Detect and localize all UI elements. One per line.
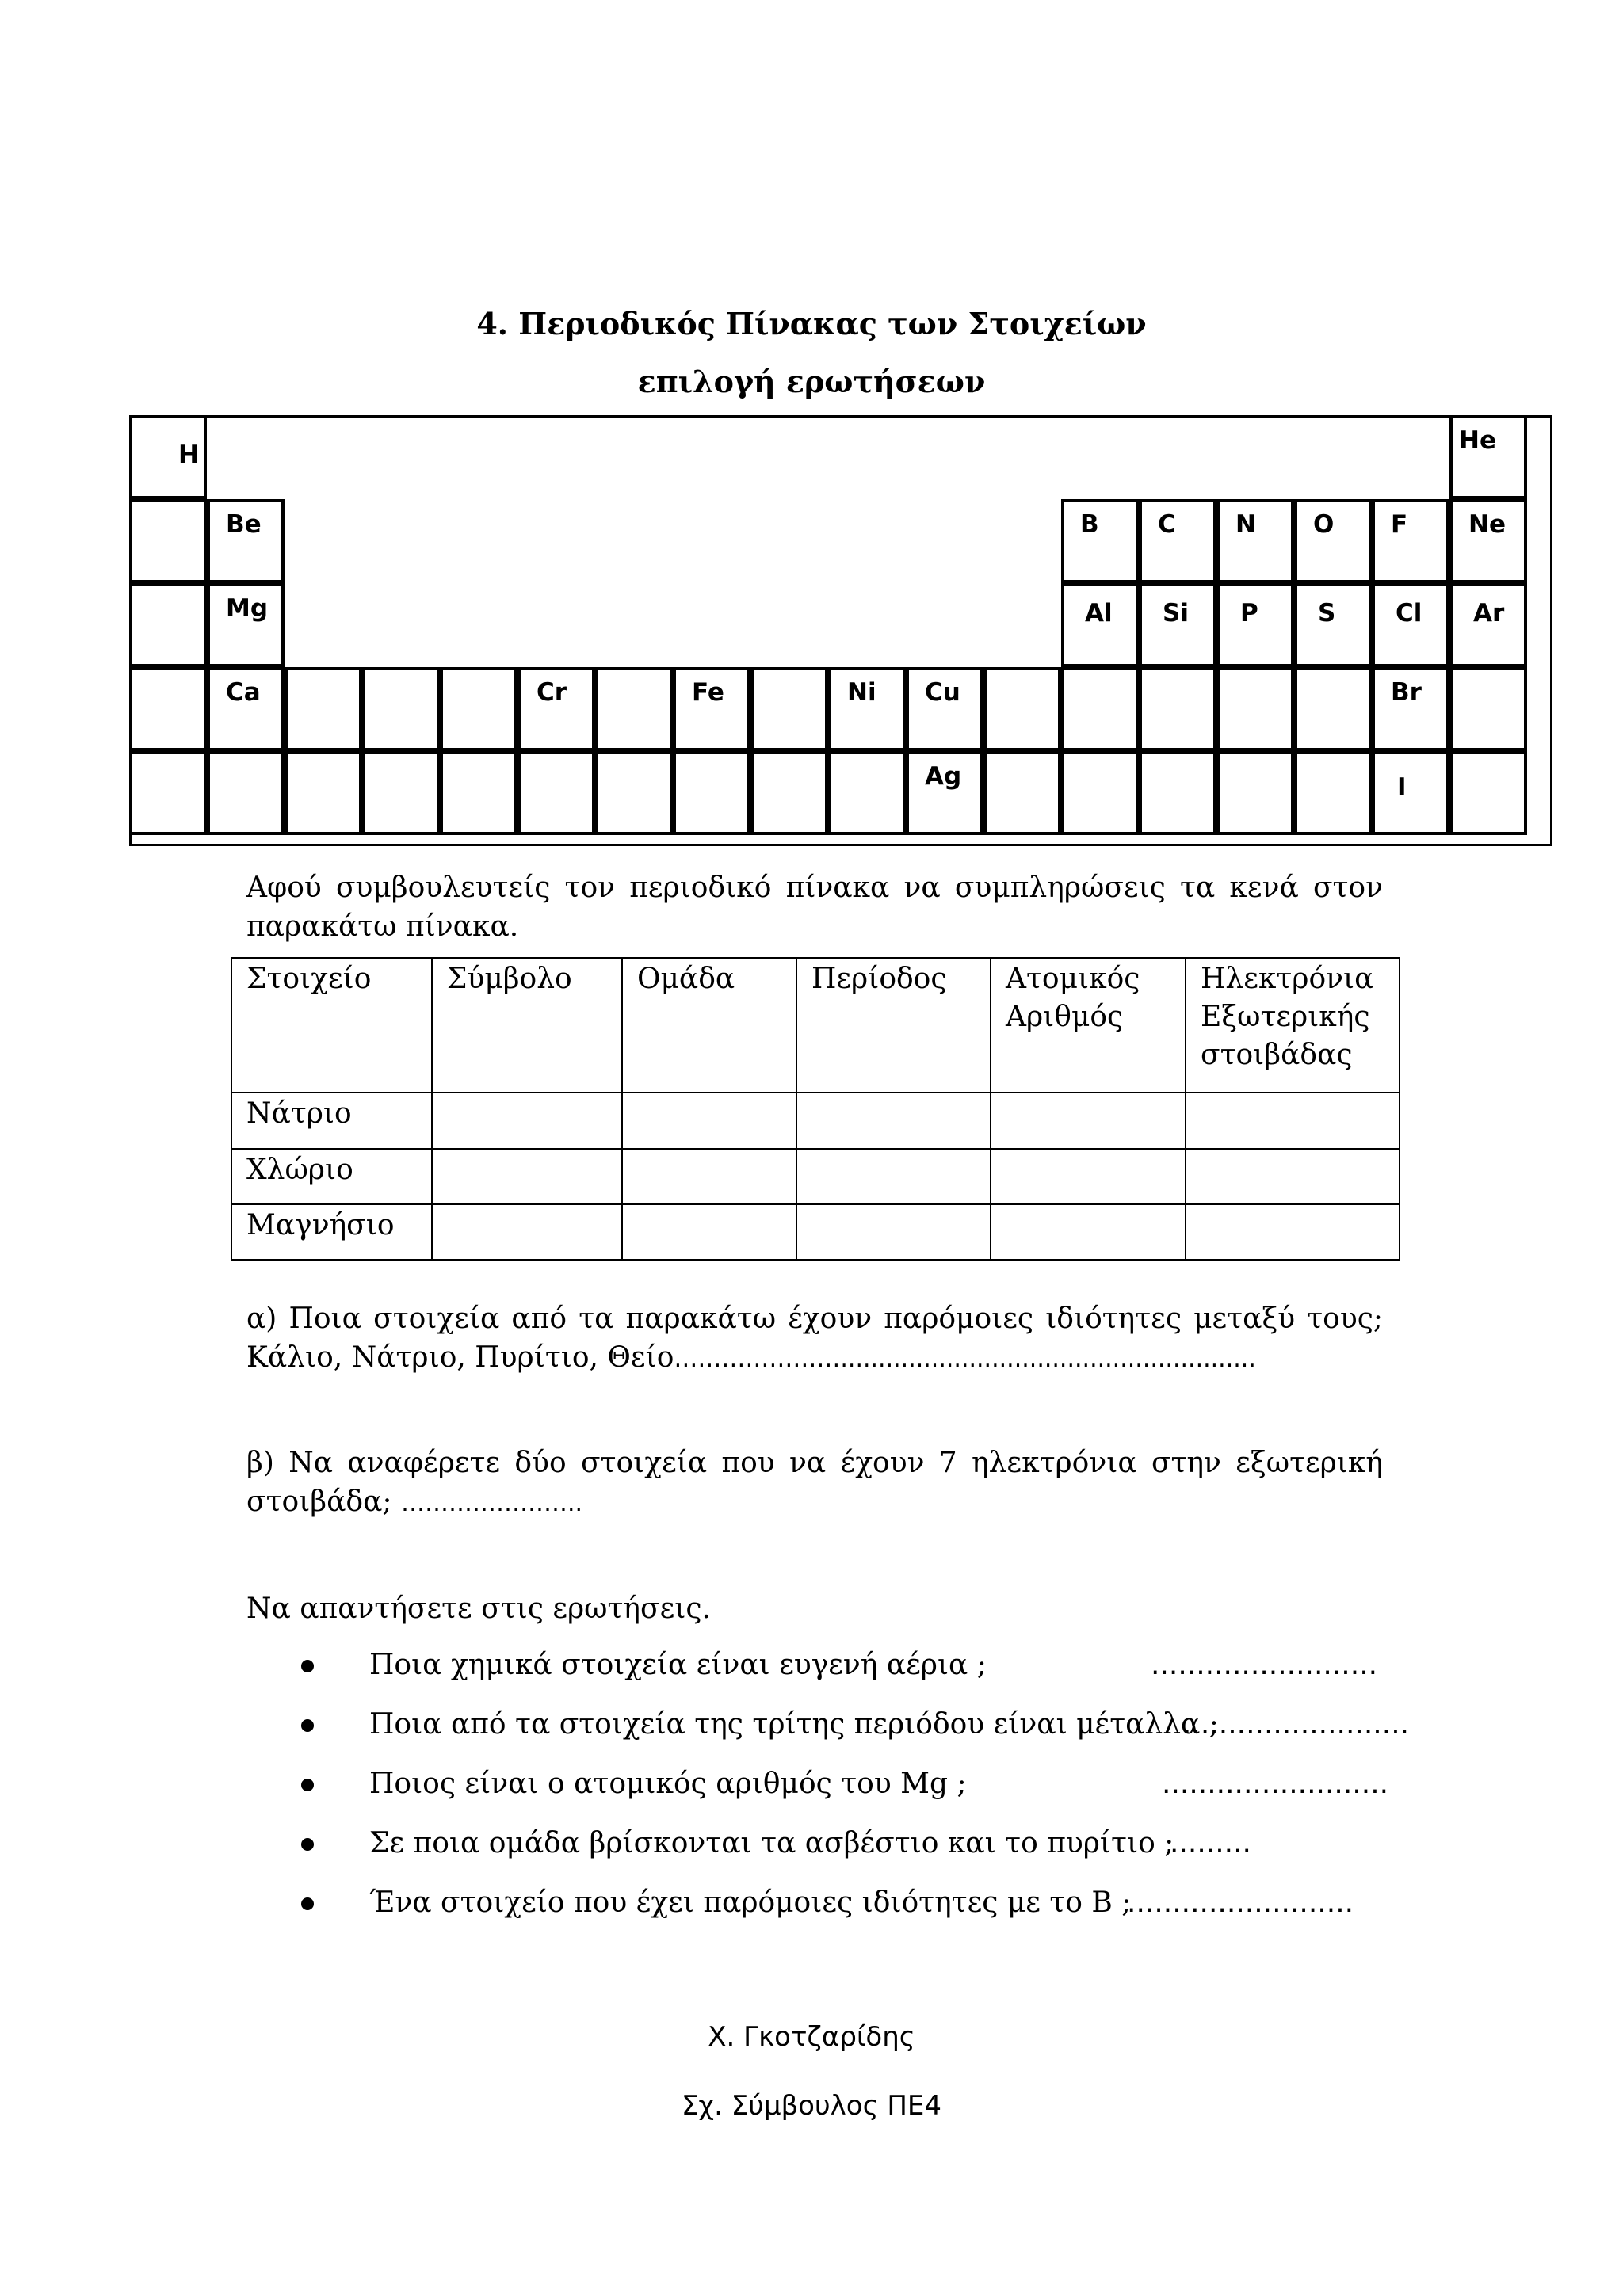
element-cell-empty <box>828 751 906 835</box>
answer-prompt: Να απαντήσετε στις ερωτήσεις. <box>246 1592 711 1625</box>
element-symbol: Br <box>1391 678 1422 707</box>
answer-cell[interactable] <box>796 1204 991 1260</box>
question-b-answer-blank[interactable]: ………………….. <box>400 1489 583 1517</box>
element-cell-empty <box>440 667 517 751</box>
table-row <box>231 1149 1400 1204</box>
element-cell-ca <box>207 667 285 751</box>
element-cell-empty <box>983 751 1061 835</box>
element-symbol: B <box>1080 510 1099 539</box>
element-cell-p <box>1216 583 1294 667</box>
element-cell-cu <box>906 667 983 751</box>
element-symbol: C <box>1158 510 1176 539</box>
element-symbol: Ne <box>1468 510 1506 539</box>
element-symbol: Ca <box>226 678 261 707</box>
answer-cell[interactable] <box>1186 1093 1400 1149</box>
question-a-answer-blank[interactable]: …………………....................................................... <box>674 1345 1256 1373</box>
table-row <box>231 1204 1400 1260</box>
question-b-label: στοιβάδα; <box>246 1486 392 1518</box>
question-a-line2 <box>246 1338 1383 1379</box>
element-cell-empty <box>285 751 362 835</box>
answer-blank[interactable]: ......................... <box>1151 1649 1378 1681</box>
element-cell-al <box>1061 583 1139 667</box>
question-a-line1: α) Ποια στοιχεία από τα παρακάτω έχουν παρόμοιες ιδιότητες μεταξύ τους; <box>246 1302 1383 1335</box>
bullet-question: Ποια χημικά στοιχεία είναι ευγενή αέρια ; <box>369 1649 987 1681</box>
header-cell: Περίοδος <box>796 958 991 1093</box>
element-cell-empty <box>362 751 440 835</box>
element-cell-s <box>1294 583 1372 667</box>
answer-cell[interactable] <box>432 1149 622 1204</box>
answer-blank[interactable]: ......................... <box>1182 1708 1410 1741</box>
header-cell: Ατομικός Αριθμός <box>991 958 1186 1093</box>
element-symbol: Ni <box>847 678 876 707</box>
element-cell-empty <box>1216 667 1294 751</box>
answer-cell[interactable] <box>1186 1149 1400 1204</box>
bullet-question: Ποιος είναι ο ατομικός αριθμός του Mg ; <box>369 1768 967 1800</box>
bullet-icon <box>301 1897 314 1910</box>
footer-author: Χ. Γκοτζαρίδης <box>708 2021 915 2053</box>
element-cell-empty <box>1139 751 1216 835</box>
element-cell-empty <box>1294 667 1372 751</box>
element-cell-fe <box>673 667 750 751</box>
bullet-icon <box>301 1779 314 1791</box>
question-b-line2 <box>246 1482 1383 1523</box>
answer-cell[interactable] <box>991 1204 1186 1260</box>
table-header-row <box>231 958 1400 1093</box>
answer-cell[interactable] <box>432 1204 622 1260</box>
element-name-cell: Μαγνήσιο <box>231 1204 432 1260</box>
footer-role: Σχ. Σύμβουλος ΠΕ4 <box>681 2090 942 2122</box>
element-cell-f <box>1372 499 1449 583</box>
element-cell-empty <box>362 667 440 751</box>
answer-cell[interactable] <box>796 1149 991 1204</box>
header-cell: Ηλεκτρόνια Εξωτερικής στοιβάδας <box>1186 958 1400 1093</box>
element-symbol: Fe <box>692 678 724 707</box>
element-symbol: H <box>178 441 199 469</box>
question-b-line1: β) Να αναφέρετε δύο στοιχεία που να έχουν 7 ηλεκτρόνια στην εξωτερική <box>246 1447 1383 1479</box>
element-symbol: Cl <box>1396 599 1423 627</box>
element-cell-ni <box>828 667 906 751</box>
question-b <box>246 1444 1383 1523</box>
answer-cell[interactable] <box>622 1204 796 1260</box>
element-cell-empty <box>129 583 207 667</box>
element-cell-empty <box>129 667 207 751</box>
element-cell-si <box>1139 583 1216 667</box>
element-cell-empty <box>1139 667 1216 751</box>
element-cell-empty <box>595 751 673 835</box>
element-cell-empty <box>983 667 1061 751</box>
element-cell-empty <box>673 751 750 835</box>
answer-blank[interactable]: ......................... <box>1162 1768 1389 1800</box>
element-symbol: Al <box>1085 599 1113 627</box>
bullet-icon <box>301 1660 314 1672</box>
element-name-cell: Χλώριο <box>231 1149 432 1204</box>
header-cell: Σύμβολο <box>432 958 622 1093</box>
element-cell-empty <box>1216 751 1294 835</box>
fill-in-table <box>231 957 1400 1261</box>
element-cell-cl <box>1372 583 1449 667</box>
answer-cell[interactable] <box>1186 1204 1400 1260</box>
element-cell-empty <box>1061 667 1139 751</box>
element-symbol: Be <box>226 510 262 539</box>
element-cell-empty <box>750 667 828 751</box>
element-symbol: He <box>1459 426 1496 455</box>
header-cell: Στοιχείο <box>231 958 432 1093</box>
element-symbol: Mg <box>226 594 269 623</box>
element-cell-ar <box>1449 583 1527 667</box>
element-cell-empty <box>129 499 207 583</box>
element-symbol: O <box>1313 510 1335 539</box>
element-cell-mg <box>207 583 285 667</box>
element-symbol: Ag <box>925 762 962 791</box>
element-symbol: F <box>1391 510 1408 539</box>
element-symbol: I <box>1397 773 1407 802</box>
instruction-text: Αφού συμβουλευτείς τον περιοδικό πίνακα να συμπληρώσεις τα κενά στον παρακάτω πίνακα. <box>246 871 1383 943</box>
element-cell-empty <box>207 751 285 835</box>
element-cell-n <box>1216 499 1294 583</box>
element-cell-b <box>1061 499 1139 583</box>
element-cell-empty <box>440 751 517 835</box>
element-cell-empty <box>1449 751 1527 835</box>
answer-cell[interactable] <box>622 1093 796 1149</box>
answer-cell[interactable] <box>796 1093 991 1149</box>
question-a-elements: Κάλιο, Νάτριο, Πυρίτιο, Θείο <box>246 1341 674 1374</box>
element-cell-empty <box>1294 751 1372 835</box>
element-cell-empty <box>1061 751 1139 835</box>
element-cell-br <box>1372 667 1449 751</box>
table-row <box>231 1093 1400 1149</box>
element-symbol: Si <box>1163 599 1189 627</box>
answer-blank[interactable]: ......................... <box>1127 1886 1354 1919</box>
element-symbol: Cu <box>925 678 960 707</box>
bullet-icon <box>301 1838 314 1851</box>
element-name-cell: Νάτριο <box>231 1093 432 1149</box>
header-cell: Ομάδα <box>622 958 796 1093</box>
page-subtitle: επιλογή ερωτήσεων <box>637 364 986 399</box>
bullet-icon <box>301 1719 314 1732</box>
element-cell-cr <box>517 667 595 751</box>
bullet-question: Ένα στοιχείο που έχει παρόμοιες ιδιότητες με το B ; <box>369 1886 1132 1919</box>
answer-blank[interactable]: ......... <box>1170 1827 1251 1859</box>
question-a <box>246 1299 1383 1379</box>
answer-cell[interactable] <box>432 1093 622 1149</box>
element-cell-empty <box>517 751 595 835</box>
answer-cell[interactable] <box>991 1149 1186 1204</box>
element-symbol: Cr <box>537 678 567 707</box>
element-symbol: Ar <box>1473 599 1505 627</box>
element-cell-ag <box>906 751 983 835</box>
element-cell-empty <box>1449 667 1527 751</box>
element-cell-empty <box>129 751 207 835</box>
element-cell-ne <box>1449 499 1527 583</box>
element-cell-empty <box>285 667 362 751</box>
element-cell-c <box>1139 499 1216 583</box>
element-cell-he <box>1449 415 1527 499</box>
answer-cell[interactable] <box>622 1149 796 1204</box>
element-cell-i <box>1372 751 1449 835</box>
bullet-question: Σε ποια ομάδα βρίσκονται τα ασβέστιο και το πυρίτιο ; <box>369 1827 1174 1859</box>
page-title: 4. Περιοδικός Πίνακας των Στοιχείων <box>476 306 1147 341</box>
element-cell-empty <box>750 751 828 835</box>
element-symbol: P <box>1240 599 1258 627</box>
element-symbol: N <box>1235 510 1256 539</box>
element-cell-o <box>1294 499 1372 583</box>
element-cell-be <box>207 499 285 583</box>
answer-cell[interactable] <box>991 1093 1186 1149</box>
element-symbol: S <box>1318 599 1336 627</box>
element-cell-empty <box>595 667 673 751</box>
element-cell-h <box>129 415 207 499</box>
bullet-question: Ποια από τα στοιχεία της τρίτης περιόδου είναι μέταλλα ; <box>369 1708 1219 1741</box>
